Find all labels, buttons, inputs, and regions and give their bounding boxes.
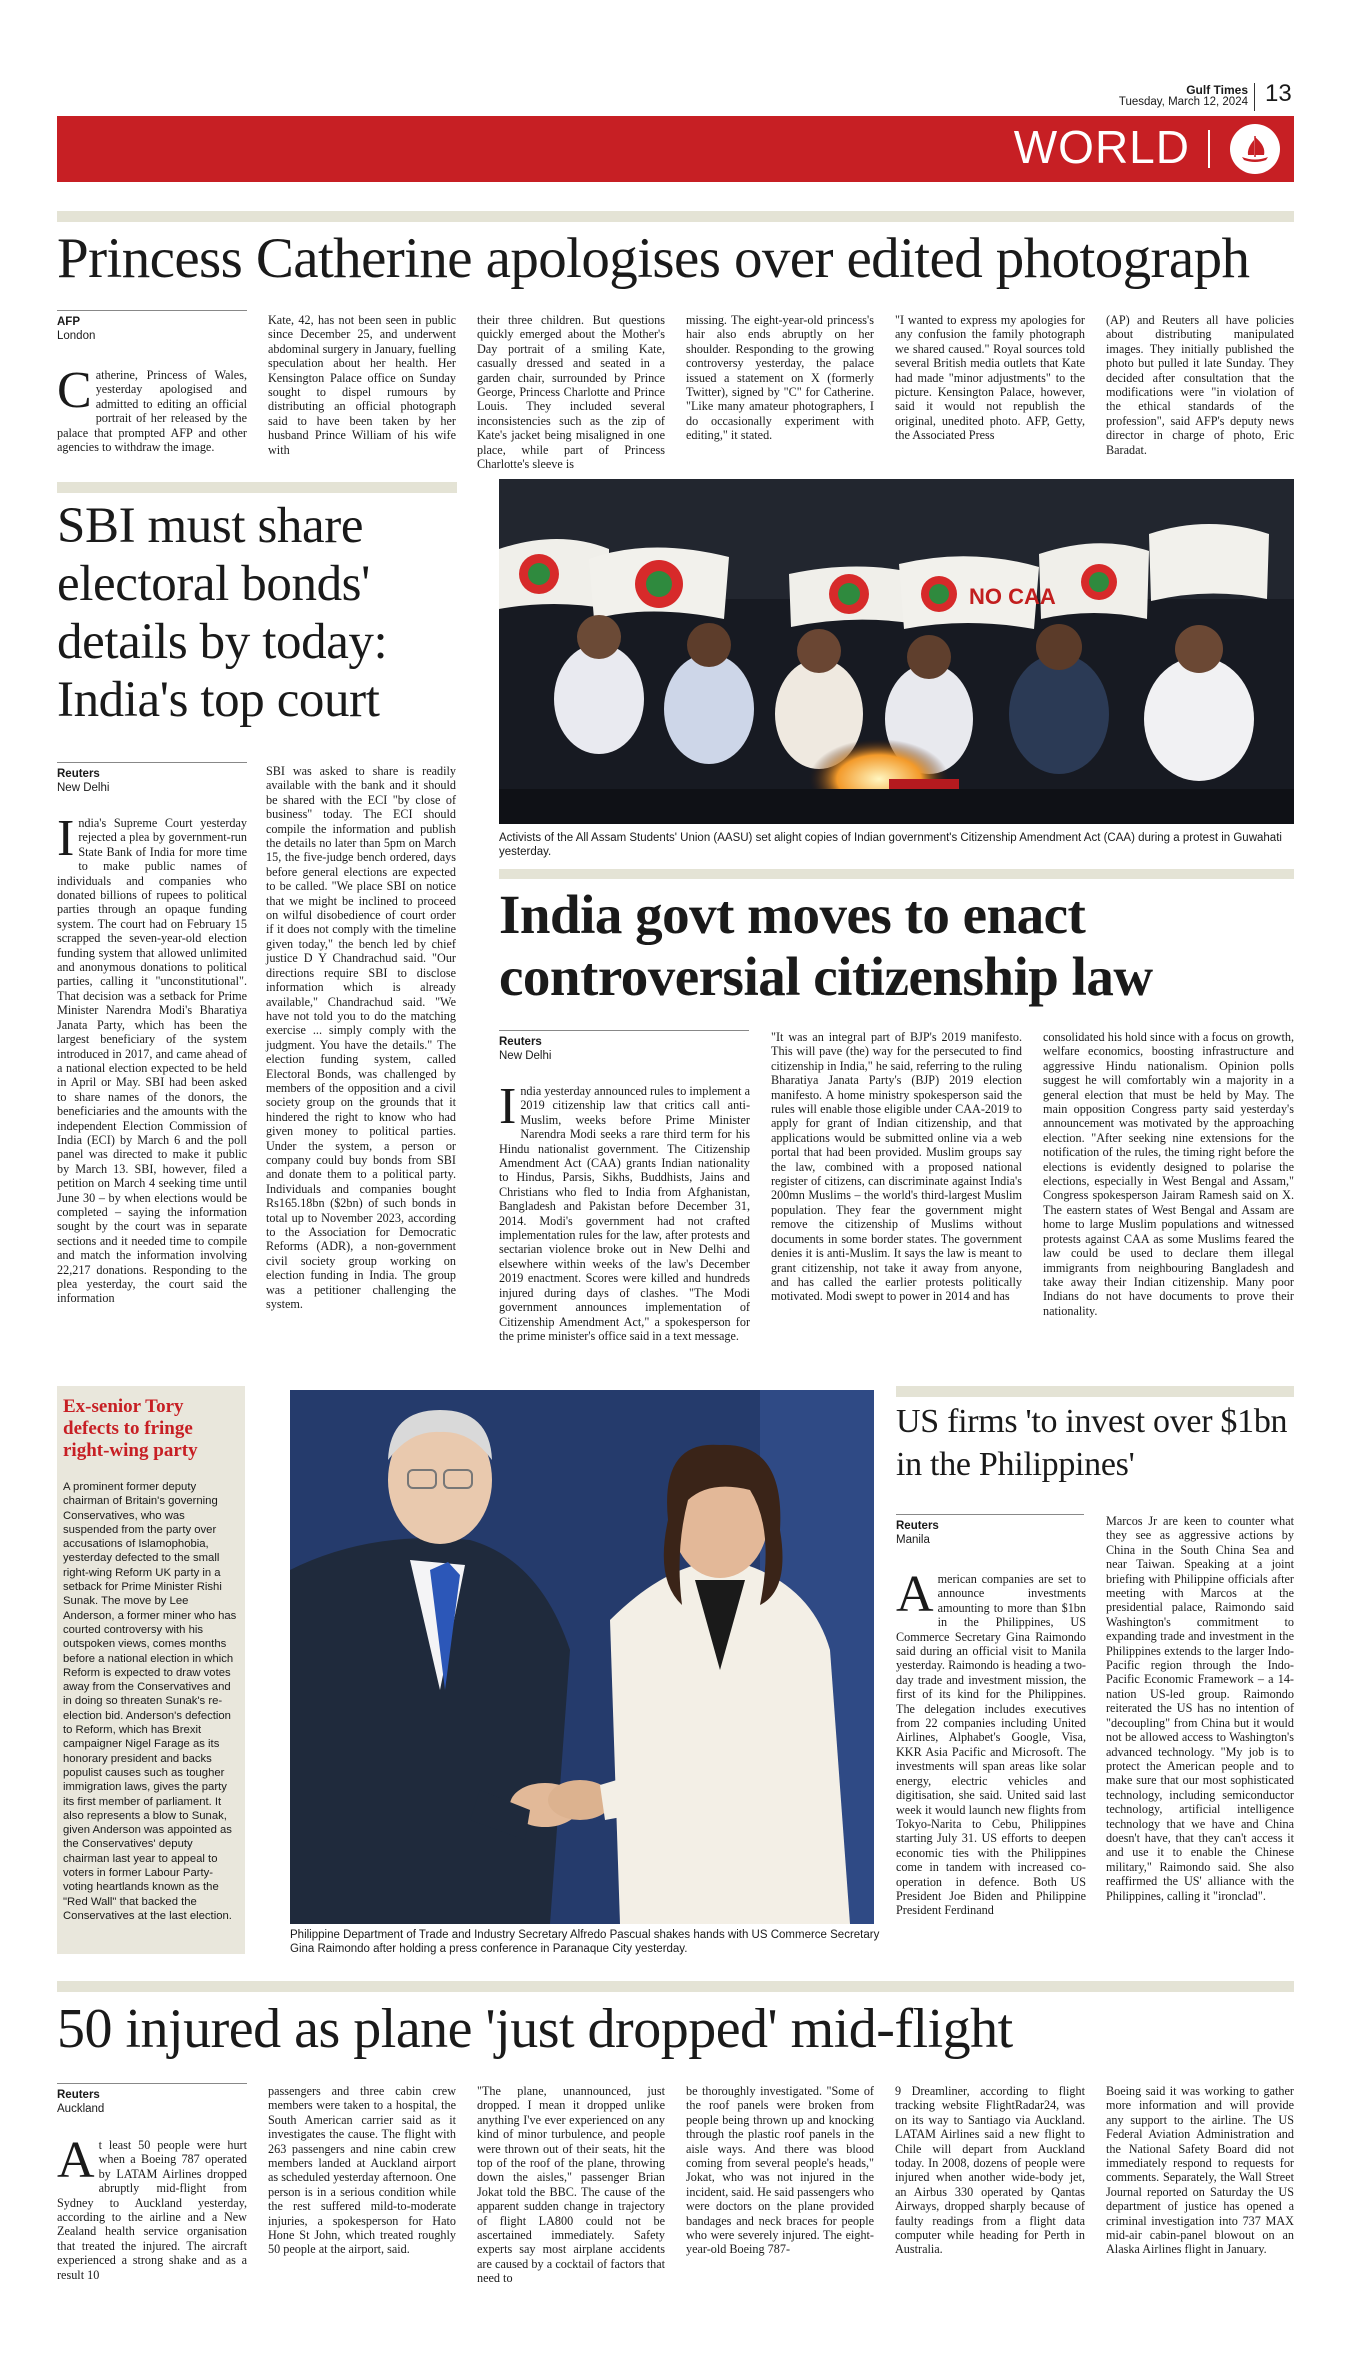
story1-column-4 [686,313,874,463]
masthead-paper: Gulf Times [1186,83,1248,97]
sidebar-body: A prominent former deputy chairman of Britain's governing Conservatives, who was suspended from the party over accusations of Islamophobia, yesterday defected to the small right-wing Reform UK party in a setback for Prime Minister Rishi Sunak. The move by Lee Anderson, a former miner who has courted controversy with his outspoken views, comes months before a national election in which Reform is expected to draw votes away from the Conservatives and in doing so threaten Sunak's re-election bid. Anderson's defection to Reform, which has Brexit campaigner Nigel Farage as its honorary president and backs populist causes such as tougher immigration laws, gives the party its first member of parliament. It also represents a blow to Sunak, given Anderson was appointed as the Conservatives' deputy chairman last year to appeal to voters in former Labour Party-voting heartlands known as the "Red Wall" that backed the Conservatives at the last election. [63,1481,237,1922]
story1-col1-text: atherine, Princess of Wales, yesterday apologised and admitted to editing an official portrait of her released by the palace that prompted AFP and other agencies to withdraw the image. [57,368,247,455]
handshake-photo [290,1390,874,1924]
page-number-divider [1254,83,1255,111]
story5-column-3 [477,2084,665,2346]
section-divider [1208,130,1210,168]
story1-column-2 [268,313,456,463]
story3-column-1 [499,1078,750,1343]
story1-column-3 [477,313,665,472]
story1-col2-text: Kate, 42, has not been seen in public since December 25, and underwent abdominal surgery in January, fuelling speculation about her health. Her Kensington Palace office on Sunday sought to dispel rumours by distributing an official photograph said to have been taken by her husband Prince William of his wife with [268,313,456,457]
protest-photo [499,479,1294,824]
story5-agency: Reuters [57,2089,100,2101]
story1-column-6 [1106,313,1294,463]
story2-col1-text: ndia's Supreme Court yesterday rejected a plea by government-run State Bank of India for more time to make public names of individuals and companies who donated billions of rupees to political parties through an opaque funding system. The court had on February 15 scrapped the seven-year-old election funding system that allowed unlimited and anonymous donations to political parties, calling it "unconstitutional". That decision was a setback for Prime Minister Narendra Modi's Bharatiya Janata Party, which has been the largest beneficiary of the system introduced in 2017, and came ahead of a national election expected to be held in April or May. SBI had been asked to share names of the donors, the beneficiaries and the amounts with the independent Election Commission of India (ECI) by March 6 and the poll panel was directed to make it public by March 13. SBI, however, filed a petition on March 4 seeking time until June 30 – by when elections would be completed – saying the information sought by the court was in separate sections and it needed time to compile and match the information involving 22,217 donations. Responding to the plea yesterday, the court said the information [57,816,247,1306]
story3-col2-text: "It was an integral part of BJP's 2019 manifesto. This will pave (the) way for the persecuted to find citizenship in India," he said, referring to the ruling Bharatiya Janata Party's (BJP) 2019 election manifesto. A home ministry spokesperson said the rules will enable those eligible under CAA-2019 to apply for grant of Indian citizenship, and that applications would be submitted online via a web portal that had been provided. Muslim groups say the law, combined with a proposed national register of citizens, can discriminate against India's 200mn Muslims – the world's third-largest Muslim population. They fear the government might remove the citizenship of Muslims without documents in some border states. The government denies it is anti-Muslim. It says the law is meant to grant citizenship, not take it away from anyone, and has called the earlier protests politically motivated. Modi swept to power in 2014 and has [771,1030,1022,1304]
story5-col2-text: passengers and three cabin crew members were taken to a hospital, the South American carrier said as it investigates the cause. The flight with 263 passengers and nine cabin crew members landed at Auckland airport as scheduled yesterday afternoon. One person is in a serious condition while the rest suffered mild-to-moderate injuries, a spokesperson for Hato Hone St John, which treated roughly 50 people at the airport, said. [268,2084,456,2257]
story3-headline: India govt moves to enact controversial citizenship law [499,884,1153,1007]
story5-column-2 [268,2084,456,2346]
story1-top-bar [57,211,1294,222]
story4-column-2 [1106,1514,1294,1954]
story1-col5-text: "I wanted to express my apologies for any confusion the family photograph we shared caused." Royal sources told several British media outlets that Kate had made "minor adjustments" to the picture. Kensington Palace, however, said it would not republish the original, unedited photo. AFP, Getty, the Associated Press [895,313,1085,443]
story1-col3-text: their three children. But questions quickly emerged about the Mother's Day portrait of a smiling Kate, casually dressed and seated in a garden chair, surrounded by Prince George, Princess Charlotte and Prince Louis. They included several inconsistencies such as the zip of Kate's jacket being misaligned in one place, while part of Princess Charlotte's sleeve is [477,313,665,472]
story5-byline-rule [57,2083,247,2084]
story4-col1-text: merican companies are set to announce investments amounting to more than $1bn in the Philippines, US Commerce Secretary Gina Raimondo said during an official visit to Manila yesterday. Raimondo is heading a two-day trade and investment mission, the first of its kind for the Philippines. The delegation includes executives from 22 companies including United Airlines, Alphabet's Google, Visa, KKR Asia Pacific and Microsoft. The investments will span areas like solar energy, electric vehicles and digitisation, she said. United said last week it would launch new flights from Tokyo-Narita to Cebu, Philippines starting July 31. US efforts to deepen economic ties with the Philippines come in tandem with increased co-operation in defence. Both US President Joe Biden and Philippine President Ferdinand [896,1572,1086,1918]
protest-caption: Activists of the All Assam Students' Union (AASU) set alight copies of Indian government's Citizenship Amendment Act (CAA) during a protest in Guwahati yesterday. [499,832,1282,858]
story5-col6-text: Boeing said it was working to gather more information and will provide any support to the airline. The US Federal Aviation Administration and the National Safety Board did not immediately respond to requests for comments. Separately, the Wall Street Journal reported on Saturday the US department of justice has opened a criminal investigation into 737 MAX mid-air cabin-panel blowout on an Alaska Airlines flight in January. [1106,2084,1294,2257]
story3-column-2 [771,1030,1022,1330]
story4-top-bar [896,1386,1294,1397]
story1-column-5 [895,313,1085,463]
story5-location: Auckland [57,2103,105,2115]
story2-col2-text: SBI was asked to share is readily available with the bank and it should be shared with the ECI "by close of business" today. The ECI should compile the information and publish the details no later than 5pm on March 15, the five-judge bench ordered, days before general elections are expected to be called. "We place SBI on notice that we might be inclined to proceed on wilful disobedience of court order if it does not comply with the timeline given today," the bench led by chief justice D Y Chandrachud said. "Our directions require SBI to disclose information which is already available," Chandrachud said. "We have not told you to do the matching exercise ... simply comply with the judgment. You have the details." The election funding system, called Electoral Bonds, was challenged by members of the opposition and a civil society group on the grounds that it hindered the right to know who had given money to political parties. Under the system, a person or company could buy bonds from SBI and donate them to a political party. Individuals and companies bought Rs165.18bn ($2bn) of such bonds in total up to November 2023, according to the Association for Democratic Reforms (ADR), a non-government civil society group working on election funding in India. The group was a petitioner challenging the system. [266,764,456,1312]
story3-byline-rule [499,1030,749,1031]
story3-column-3 [1043,1030,1294,1330]
story2-dropcap: I [57,810,75,867]
story1-headline: Princess Catherine apologises over edited photograph [57,227,1250,290]
story3-col1-text: ndia yesterday announced rules to implement a 2019 citizenship law that critics call anti-Muslim, weeks before Prime Minister Narendra Modi seeks a rare third term for his Hindu nationalist government. The Citizenship Amendment Act (CAA) grants Indian nationality to Hindus, Parsis, Sikhs, Buddhists, Jains and Christians who fled to India from Afghanistan, Bangladesh and Pakistan before December 31, 2014. Modi's government had not crafted implementation rules for the law, after protests and sectarian violence broke out in New Delhi and elsewhere within weeks of the law's December 2019 enactment. Scores were killed and hundreds injured during days of clashes. "The Modi government announces implementation of Citizenship Amendment Act," a spokesperson for the prime minister's office said in a text message. [499,1084,750,1343]
handshake-caption: Philippine Department of Trade and Industry Secretary Alfredo Pascual shakes hands with US Commerce Secretary Gina Raimondo after holding a press conference in Paranaque City yesterday. [290,1929,880,1955]
story5-column-1 [57,2132,247,2346]
story5-dropcap: A [57,2132,95,2189]
story2-column-1 [57,810,247,1330]
story5-col5-text: 9 Dreamliner, according to flight tracking website FlightRadar24, was on its way to Santiago via Auckland. LATAM Airlines said a new flight to Chile will depart from Auckland today. In 2008, dozens of people were injured when another wide-body jet, an Airbus 330 operated by Qantas Airways, dropped sharply because of faulty readings from a flight data computer while heading for Perth in Australia. [895,2084,1085,2257]
story1-location: London [57,330,96,342]
sidebar-box [57,1386,245,1954]
section-band [57,116,1294,182]
protest-photo-illustration [499,479,1294,824]
story2-top-bar [57,482,457,493]
story2-agency: Reuters [57,768,100,780]
story5-column-6 [1106,2084,1294,2346]
sidebar-headline: Ex-senior Tory defects to fringe right-wing party [63,1396,198,1461]
story2-column-2 [266,764,456,1330]
story5-column-4 [686,2084,874,2346]
dhow-logo-icon [1230,124,1280,174]
story5-col4-text: be thoroughly investigated. "Some of the roof panels were broken from people being thrown up and knocking through the plastic roof panels in the aisle ways. And there was blood coming from several people's heads," Jokat, who was not injured in the incident, said. He said passengers who were doctors on the plane provided bandages and neck braces for people who were severely injured. The eight-year-old Boeing 787- [686,2084,874,2257]
story3-location: New Delhi [499,1050,552,1062]
story1-dropcap: C [57,362,92,419]
story3-agency: Reuters [499,1036,542,1048]
story2-byline-rule [57,762,247,763]
story5-col3-text: "The plane, unannounced, just dropped. I mean it dropped unlike anything I've ever experienced on any kind of minor turbulence, and people were thrown out of their seats, hit the top of the roof of the plane, throwing down the aisles," passenger Brian Jokat told the BBC. The cause of the apparent sudden change in trajectory of flight LA800 could not be ascertained immediately. Safety experts say most airplane accidents are caused by a cocktail of factors that need to [477,2084,665,2286]
page-number: 13 [1265,80,1292,107]
story1-agency: AFP [57,316,80,328]
story3-top-bar [499,869,1294,879]
story5-top-bar [57,1981,1294,1992]
story4-column-1 [896,1566,1086,1954]
story3-dropcap: I [499,1078,517,1135]
story4-headline: US firms 'to invest over $1bn in the Philippines' [896,1403,1288,1483]
story4-col2-text: Marcos Jr are keen to counter what they see as aggressive actions by China in the South China Sea and near Taiwan. Speaking at a joint briefing with Philippine officials after meeting with Marcos at the presidential palace, Raimondo said Washington's commitment to expanding trade and investment in the Philippines extends to the larger Indo-Pacific region through the Indo-Pacific Economic Framework – a 14-nation US-led group. Raimondo reiterated the US has no intention of "decoupling" from China but it would not be allowed access to Washington's advanced technology. "My job is to protect the American people and to make sure that our most sophisticated technology, including semiconductor technology, artificial intelligence technology that we have and China doesn't have, that they can't access it and use it to enable the Chinese military," Raimondo said. She also reaffirmed the US' alliance with the Philippines, calling it "ironclad". [1106,1514,1294,1903]
story4-byline-rule [896,1514,1084,1515]
handshake-photo-illustration [290,1390,874,1924]
story2-headline: SBI must share electoral bonds' details by today: India's top court [57,498,388,728]
story1-col6-text: (AP) and Reuters all have policies about distributing manipulated images. They initially published the photo but pulled it late Sunday. They decided after consultation that the modifications were "in violation of the ethical standards of the profession", said AFP's deputy news director in charge of photo, Eric Baradat. [1106,313,1294,457]
story1-column-1 [57,362,247,468]
masthead-date: Tuesday, March 12, 2024 [1118,96,1248,108]
story5-col1-text: t least 50 people were hurt when a Boeing 787 operated by LATAM Airlines dropped abruptly mid-flight from Sydney to Auckland yesterday, according to the airline and a New Zealand health service organisation that treated the injured. The aircraft experienced a strong shake and as a result 10 [57,2138,247,2282]
story1-byline-rule [57,310,247,311]
story4-agency: Reuters [896,1520,939,1532]
story4-location: Manila [896,1534,930,1546]
story5-headline: 50 injured as plane 'just dropped' mid-flight [57,1998,1013,2060]
banner-slogan: NO CAA [969,584,1056,609]
story1-col4-text: missing. The eight-year-old princess's hair also ends abruptly on her shoulder. Responding to the growing controversy yesterday, the palace issued a statement on X (formerly Twitter), signed by "C" for Catherine. "Like many amateur photographers, I do occasionally experiment with editing," it stated. [686,313,874,443]
section-title: WORLD [1013,121,1190,173]
story2-location: New Delhi [57,782,110,794]
story3-col3-text: consolidated his hold since with a focus on growth, welfare economics, boosting infrastructure and aggressive Hindu nationalism. Opinion polls suggest he will comfortably win a majority in a general election that must be held by May. The main opposition Congress party said yesterday's announcement was motivated by the approaching election. "After seeking nine extensions for the notification of the rules, the timing right before the elections is evidently designed to polarise the elections, especially in West Bengal and Assam," Congress spokesperson Jairam Ramesh said on X. The eastern states of West Bengal and Assam are home to large Muslim populations and witnessed protests against CAA as some Muslims feared the law could be used to declare them illegal immigrants from neighbouring Bangladesh and take away their Indian citizenship. Many poor Indians do not have documents to prove their nationality. [1043,1030,1294,1318]
story4-dropcap: A [896,1566,934,1623]
story5-column-5 [895,2084,1085,2346]
